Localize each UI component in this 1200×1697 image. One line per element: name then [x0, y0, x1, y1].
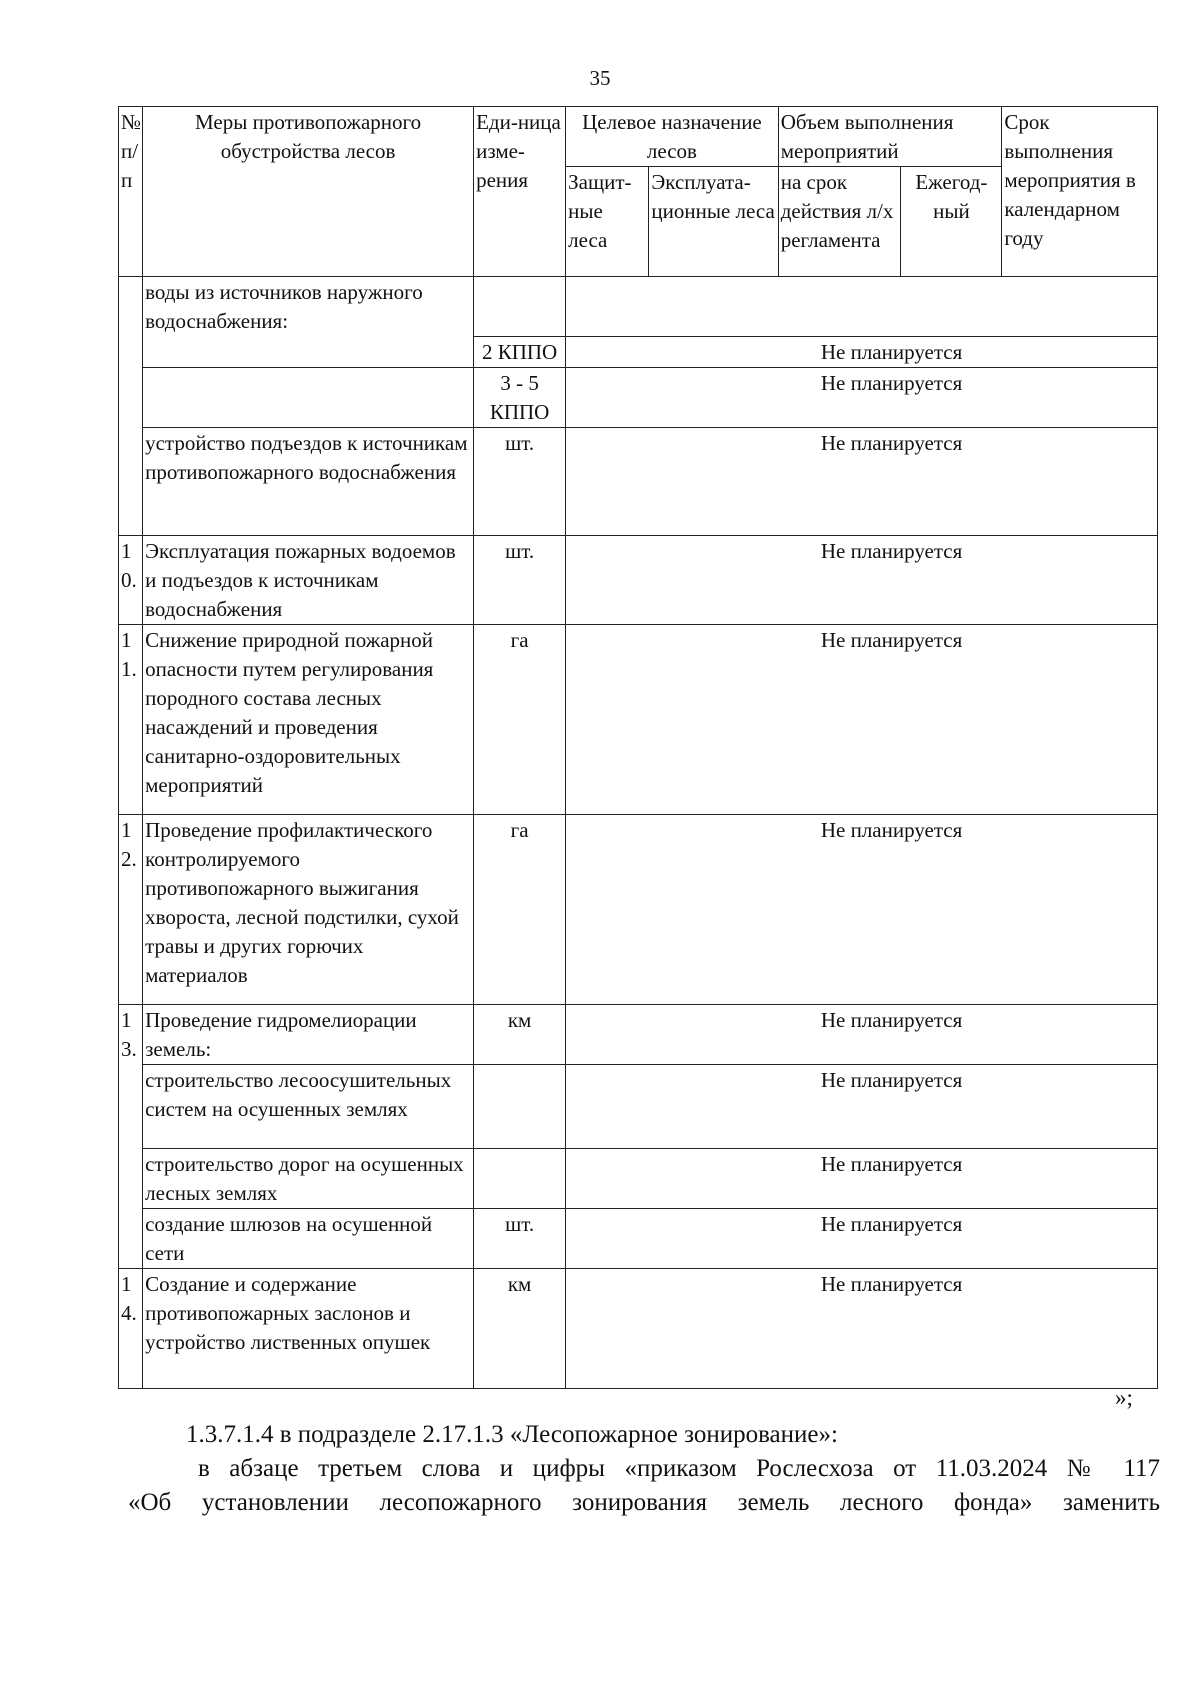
table-row: [119, 427, 1158, 535]
row-num: 14.: [119, 1268, 143, 1388]
row-unit: шт.: [474, 1208, 566, 1268]
paragraph-3: «Об установлении лесопожарного зонирования земель лесного фонда» заменить: [128, 1489, 1160, 1516]
row-measure: Снижение природной пожарной опасности путем регулирования породного состава лесных насаждений и проведения санитарно-оздоровительных мероприятий: [143, 624, 474, 814]
row-measure: Создание и содержание противопожарных заслонов и устройство лиственных опушек: [143, 1268, 474, 1388]
row-num: 12.: [119, 814, 143, 1004]
closing-quote: »;: [1115, 1385, 1133, 1410]
row-status: Не планируется: [566, 1148, 1158, 1208]
row-unit: шт.: [474, 427, 566, 535]
table-row: [119, 624, 1158, 814]
row-unit: 3 - 5 КППО: [474, 367, 566, 427]
row-status: Не планируется: [566, 814, 1158, 1004]
row-unit: [474, 1064, 566, 1148]
row-unit: [474, 1148, 566, 1208]
table-row: [119, 1148, 1158, 1208]
row-unit: га: [474, 624, 566, 814]
table-row: [119, 367, 1158, 427]
row-status: Не планируется: [566, 1208, 1158, 1268]
row-measure: [143, 336, 474, 367]
row-unit: га: [474, 814, 566, 1004]
table-row: [119, 1004, 1158, 1064]
header-unit: Еди-ница изме-рения: [474, 107, 566, 277]
row-status: Не планируется: [566, 535, 1158, 624]
table-row: [119, 1064, 1158, 1148]
row-status: Не планируется: [566, 427, 1158, 535]
row-num: [119, 277, 143, 536]
header-num: № п/п: [119, 107, 143, 277]
row-status: [566, 277, 1158, 337]
row-unit: км: [474, 1268, 566, 1388]
row-unit: [474, 277, 566, 337]
fire-measures-table: [118, 106, 1158, 1389]
header-exploitation: Эксплуата-ционные леса: [649, 167, 778, 277]
row-unit: км: [474, 1004, 566, 1064]
row-num: 10.: [119, 535, 143, 624]
row-num: 11.: [119, 624, 143, 814]
row-status: Не планируется: [566, 336, 1158, 367]
header-protective: Защит-ные леса: [566, 167, 649, 277]
header-purpose: Целевое назначение лесов: [566, 107, 779, 167]
paragraph-2: в абзаце третьем слова и цифры «приказом Рослесхоза от 11.03.2024 № 117: [198, 1455, 1160, 1482]
row-measure: [143, 367, 474, 427]
header-volume: Объем выполнения мероприятий: [778, 107, 1002, 167]
table-row: [119, 814, 1158, 1004]
row-measure: устройство подъездов к источникам противопожарного водоснабжения: [143, 427, 474, 535]
table-row: [119, 1208, 1158, 1268]
row-measure: создание шлюзов на осушенной сети: [143, 1208, 474, 1268]
row-status: Не планируется: [566, 624, 1158, 814]
row-unit: шт.: [474, 535, 566, 624]
table-row: [119, 336, 1158, 367]
page-number: 35: [589, 66, 611, 90]
row-measure: строительство лесоосушительных систем на осушенных землях: [143, 1064, 474, 1148]
row-measure: Эксплуатация пожарных водоемов и подъездов к источникам водоснабжения: [143, 535, 474, 624]
row-measure: Проведение гидромелиорации земель:: [143, 1004, 474, 1064]
header-term: на срок действия л/х регламента: [778, 167, 901, 277]
table-row: [119, 535, 1158, 624]
row-num: 13.: [119, 1004, 143, 1268]
row-unit: 2 КППО: [474, 336, 566, 367]
row-measure: Проведение профилактического контролируемого противопожарного выжигания хвороста, лесной подстилки, сухой травы и других горючих материалов: [143, 814, 474, 1004]
header-annual: Ежегод-ный: [901, 167, 1002, 277]
paragraph-1: 1.3.7.1.4 в подразделе 2.17.1.3 «Лесопожарное зонирование»:: [186, 1421, 838, 1448]
row-measure: воды из источников наружного водоснабжения:: [143, 277, 474, 337]
row-status: Не планируется: [566, 1004, 1158, 1064]
header-measures: Меры противопожарного обустройства лесов: [143, 107, 474, 277]
row-status: Не планируется: [566, 1064, 1158, 1148]
table-row: [119, 277, 1158, 337]
row-status: Не планируется: [566, 367, 1158, 427]
header-deadline: Срок выполнения мероприятия в календарном году: [1002, 107, 1158, 277]
row-measure: строительство дорог на осушенных лесных землях: [143, 1148, 474, 1208]
row-status: Не планируется: [566, 1268, 1158, 1388]
table-row: [119, 1268, 1158, 1388]
